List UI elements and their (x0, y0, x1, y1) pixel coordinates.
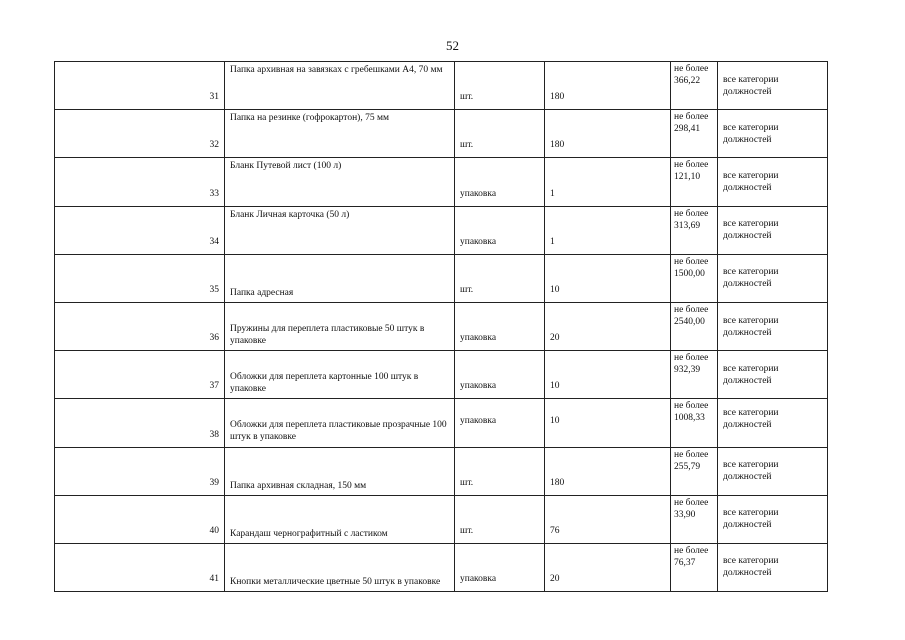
table-row (55, 302, 828, 350)
supplies-table-body (55, 62, 828, 592)
unit-cell (455, 495, 545, 543)
item-name: Бланк Путевой лист (100 л) (230, 161, 342, 172)
employee-category: все категории должностей (723, 122, 779, 145)
row-number-cell (55, 158, 225, 206)
unit-of-measure: шт. (460, 477, 474, 488)
quantity: 76 (550, 525, 560, 536)
item-name-cell (225, 447, 455, 495)
employee-category: все категории должностей (723, 170, 779, 193)
category-cell (718, 254, 828, 302)
price-limit-label: не более (674, 401, 709, 412)
unit-cell (455, 110, 545, 158)
category-cell (718, 110, 828, 158)
price-limit-label: не более (674, 160, 709, 171)
row-number-cell (55, 254, 225, 302)
row-number: 34 (209, 236, 219, 247)
unit-of-measure: упаковка (460, 188, 497, 199)
unit-cell (455, 399, 545, 447)
row-number-cell (55, 110, 225, 158)
employee-category: все категории должностей (723, 267, 779, 290)
row-number-cell (55, 543, 225, 591)
row-number-cell (55, 495, 225, 543)
employee-category: все категории должностей (723, 363, 779, 386)
quantity: 20 (550, 333, 560, 344)
price-cell (671, 351, 718, 399)
price-limit-label: не более (674, 256, 709, 267)
quantity-cell (545, 158, 671, 206)
table-row (55, 206, 828, 254)
item-name-cell (225, 543, 455, 591)
quantity-cell (545, 206, 671, 254)
row-number: 40 (209, 525, 219, 536)
quantity: 1 (550, 188, 555, 199)
price-cell (671, 302, 718, 350)
unit-cell (455, 302, 545, 350)
price-cell (671, 158, 718, 206)
price-limit-label: не более (674, 545, 709, 556)
price-value: 33,90 (674, 509, 696, 520)
price-value: 366,22 (674, 76, 701, 86)
price-cell (671, 399, 718, 447)
table-row (55, 110, 828, 158)
table-row (55, 495, 828, 543)
row-number: 31 (209, 92, 219, 103)
quantity-cell (545, 495, 671, 543)
table-row (55, 447, 828, 495)
row-number: 32 (209, 140, 219, 151)
quantity-cell (545, 110, 671, 158)
quantity: 180 (550, 92, 565, 103)
item-name: Пружины для переплета пластиковые 50 штук в упаковке (230, 323, 425, 346)
table-row (55, 399, 828, 447)
employee-category: все категории должностей (723, 556, 779, 579)
unit-of-measure: шт. (460, 284, 474, 295)
employee-category: все категории должностей (723, 315, 779, 338)
price-value: 255,79 (674, 461, 701, 472)
price-value: 313,69 (674, 220, 701, 231)
row-number-cell (55, 206, 225, 254)
item-name-cell (225, 495, 455, 543)
table-row (55, 351, 828, 399)
unit-of-measure: шт. (460, 140, 474, 151)
quantity-cell (545, 254, 671, 302)
item-name-cell (225, 399, 455, 447)
row-number: 39 (209, 477, 219, 488)
price-value: 1008,33 (674, 413, 705, 424)
price-limit-label: не более (674, 304, 709, 315)
price-cell (671, 62, 718, 110)
item-name-cell (225, 158, 455, 206)
item-name-cell (225, 62, 455, 110)
price-value: 2540,00 (674, 316, 705, 327)
employee-category: все категории должностей (723, 460, 779, 483)
page-number: 52 (446, 38, 459, 53)
price-limit-label: не более (674, 208, 709, 219)
quantity-cell (545, 399, 671, 447)
category-cell (718, 399, 828, 447)
price-limit-label: не более (674, 449, 709, 460)
item-name: Папка архивная складная, 150 мм (230, 480, 367, 491)
category-cell (718, 495, 828, 543)
row-number: 38 (209, 429, 219, 440)
table-row (55, 543, 828, 591)
quantity-cell (545, 447, 671, 495)
price-cell (671, 495, 718, 543)
quantity-cell (545, 351, 671, 399)
item-name: Обложки для переплета пластиковые прозрачные 100 штук в упаковке (230, 420, 447, 443)
item-name: Папка архивная на завязках с гребешками А4, 70 мм (230, 65, 443, 75)
table-row (55, 62, 828, 110)
category-cell (718, 62, 828, 110)
row-number: 33 (209, 188, 219, 199)
employee-category: все категории должностей (723, 219, 779, 242)
employee-category: все категории должностей (723, 408, 779, 431)
row-number-cell (55, 399, 225, 447)
quantity: 10 (550, 415, 560, 426)
unit-cell (455, 254, 545, 302)
quantity: 1 (550, 236, 555, 247)
unit-cell (455, 62, 545, 110)
quantity-cell (545, 543, 671, 591)
item-name-cell (225, 302, 455, 350)
table-row (55, 158, 828, 206)
price-cell (671, 447, 718, 495)
unit-of-measure: упаковка (460, 236, 497, 247)
item-name: Кнопки металлические цветные 50 штук в упаковке (230, 576, 441, 587)
category-cell (718, 302, 828, 350)
item-name: Папка на резинке (гофрокартон), 75 мм (230, 113, 389, 124)
row-number: 36 (209, 333, 219, 344)
row-number: 37 (209, 381, 219, 392)
unit-cell (455, 206, 545, 254)
item-name-cell (225, 110, 455, 158)
quantity: 180 (550, 477, 565, 488)
row-number-cell (55, 351, 225, 399)
unit-of-measure: шт. (460, 92, 474, 103)
price-cell (671, 543, 718, 591)
unit-of-measure: упаковка (460, 574, 497, 585)
row-number-cell (55, 62, 225, 110)
category-cell (718, 543, 828, 591)
category-cell (718, 447, 828, 495)
category-cell (718, 158, 828, 206)
quantity-cell (545, 302, 671, 350)
table-row (55, 254, 828, 302)
price-value: 76,37 (674, 557, 696, 568)
unit-of-measure: упаковка (460, 381, 497, 392)
unit-cell (455, 158, 545, 206)
supplies-table (54, 61, 828, 592)
unit-of-measure: упаковка (460, 333, 497, 344)
quantity-cell (545, 62, 671, 110)
item-name-cell (225, 254, 455, 302)
price-value: 1500,00 (674, 268, 705, 279)
item-name: Карандаш чернографитный с ластиком (230, 528, 388, 539)
price-value: 932,39 (674, 365, 701, 376)
price-limit-label: не более (674, 112, 709, 123)
row-number-cell (55, 302, 225, 350)
price-value: 121,10 (674, 172, 701, 183)
item-name: Обложки для переплета картонные 100 штук в упаковке (230, 372, 419, 395)
unit-cell (455, 543, 545, 591)
row-number: 41 (209, 574, 219, 585)
row-number-cell (55, 447, 225, 495)
price-limit-label: не более (674, 497, 709, 508)
employee-category: все категории должностей (723, 508, 779, 531)
category-cell (718, 206, 828, 254)
unit-of-measure: упаковка (460, 415, 497, 426)
item-name-cell (225, 351, 455, 399)
price-cell (671, 110, 718, 158)
item-name-cell (225, 206, 455, 254)
quantity: 180 (550, 140, 565, 151)
price-cell (671, 206, 718, 254)
quantity: 10 (550, 284, 560, 295)
item-name: Папка адресная (230, 287, 294, 298)
employee-category: все категории должностей (723, 74, 779, 97)
item-name: Бланк Личная карточка (50 л) (230, 209, 350, 220)
price-limit-label: не более (674, 353, 709, 364)
unit-cell (455, 351, 545, 399)
price-value: 298,41 (674, 124, 701, 135)
quantity: 10 (550, 381, 560, 392)
unit-of-measure: шт. (460, 525, 474, 536)
unit-cell (455, 447, 545, 495)
price-limit-label: не более (674, 64, 709, 74)
row-number: 35 (209, 284, 219, 295)
price-cell (671, 254, 718, 302)
category-cell (718, 351, 828, 399)
quantity: 20 (550, 574, 560, 585)
